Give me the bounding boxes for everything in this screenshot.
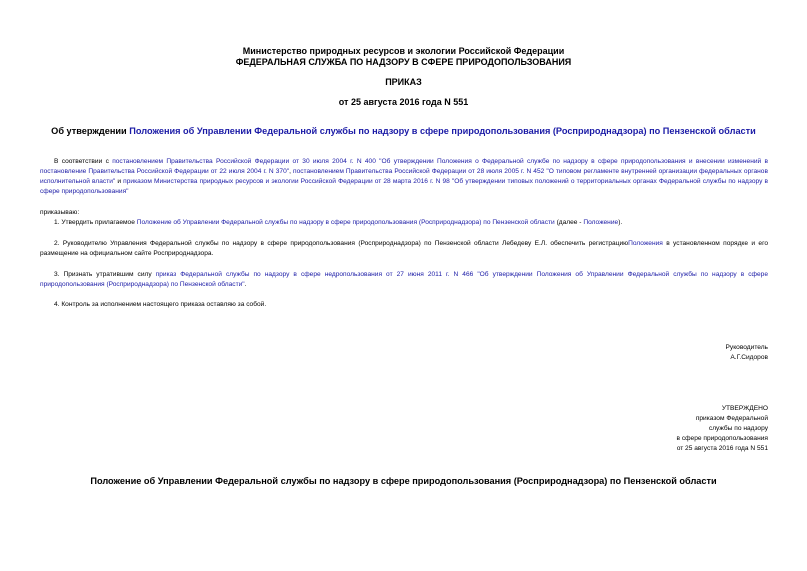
ministry-name: Министерство природных ресурсов и экологии Российской Федерации: [242, 46, 565, 56]
approval-heading: УТВЕРЖДЕНО: [721, 405, 768, 412]
approval-line-1: приказом Федеральной: [695, 415, 768, 422]
item-3: [40, 270, 768, 290]
preamble-link-resolution-400[interactable]: постановлением Правительства Российской Федерации от 30 июля 2004 г. N 400 "Об утверждении Положения о Федеральной службе по надзору в сфере природопользования и внесении изменений в постановление Правительства Российской Федерации от 22 июля 2004 г. N 370": [40, 158, 768, 175]
doc-date-number: от 25 августа 2016 года N 551: [338, 97, 469, 107]
orders-word: приказываю:: [40, 209, 80, 216]
item-1-text-1: 1. Утвердить прилагаемое: [54, 219, 137, 226]
item-2-link-regulation[interactable]: Положения: [628, 240, 663, 247]
item-1-text-2: (далее -: [554, 219, 584, 226]
preamble-paragraph: [40, 157, 768, 197]
title-prefix: Об утверждении: [51, 126, 130, 136]
item-2: [40, 239, 768, 259]
item-3-link-order-466[interactable]: приказ Федеральной службы по надзору в сфере недропользования от 27 июня 2011 г. N 466 "Об утверждении Положения об Управлении Федеральной службы по надзору в сфере природопользования (Росприроднадзора) по Пензенской области": [40, 271, 768, 288]
signature-name: А.Г.Сидоров: [730, 354, 768, 361]
service-name: ФЕДЕРАЛЬНАЯ СЛУЖБА ПО НАДЗОРУ В СФЕРЕ ПРИРОДОПОЛЬЗОВАНИЯ: [235, 57, 572, 67]
item-4: 4. Контроль за исполнением настоящего приказа оставляю за собой.: [54, 301, 267, 308]
doc-type: ПРИКАЗ: [385, 77, 422, 87]
signature-position: Руководитель: [725, 344, 768, 351]
approval-line-2: службы по надзору: [708, 425, 768, 432]
preamble-text-1: В соответствии с: [54, 158, 113, 165]
item-1-link-regulation[interactable]: Положение об Управлении Федеральной службы по надзору в сфере природопользования (Росприроднадзора) по Пензенской области: [136, 219, 555, 226]
item-3-text-2: .: [244, 281, 247, 288]
item-3-text-1: 3. Признать утратившим силу: [54, 271, 156, 278]
approval-line-4: от 25 августа 2016 года N 551: [676, 445, 768, 452]
title-link[interactable]: Положения об Управлении Федеральной службы по надзору в сфере природопользования (Росприроднадзора) по Пензенской области: [129, 126, 756, 136]
preamble-text-3: и: [115, 178, 124, 185]
item-1-link-short[interactable]: Положение: [583, 219, 619, 226]
preamble-link-order-98[interactable]: приказом Министерства природных ресурсов и экологии Российской Федерации от 28 марта 2016 г. N 98 "Об утверждении типовых положений о территориальных органах Федеральной службы по надзору в сфере природопользования": [40, 178, 768, 195]
item-1-text-3: ).: [618, 219, 623, 226]
item-1: [40, 218, 768, 228]
item-2-text-2: в установленном порядке и его размещение на официальном сайте Росприроднадзора.: [40, 240, 769, 257]
preamble-text-2: ,: [289, 168, 293, 175]
document-title: [0, 125, 807, 137]
approval-line-3: в сфере природопользования: [676, 435, 768, 442]
regulation-title: Положение об Управлении Федеральной службы по надзору в сфере природопользования (Росприроднадзора) по Пензенской области: [90, 476, 717, 486]
preamble-link-resolution-452[interactable]: постановлением Правительства Российской Федерации от 28 июля 2005 г. N 452 "О типовом регламенте внутренней организации федеральных органов исполнительной власти": [40, 168, 768, 185]
item-2-text-1: 2. Руководителю Управления Федеральной службы по надзору в сфере природопользования (Росприроднадзора) по Пензенской области Лебедеву Е.Л. обеспечить регистрацию: [54, 240, 629, 247]
